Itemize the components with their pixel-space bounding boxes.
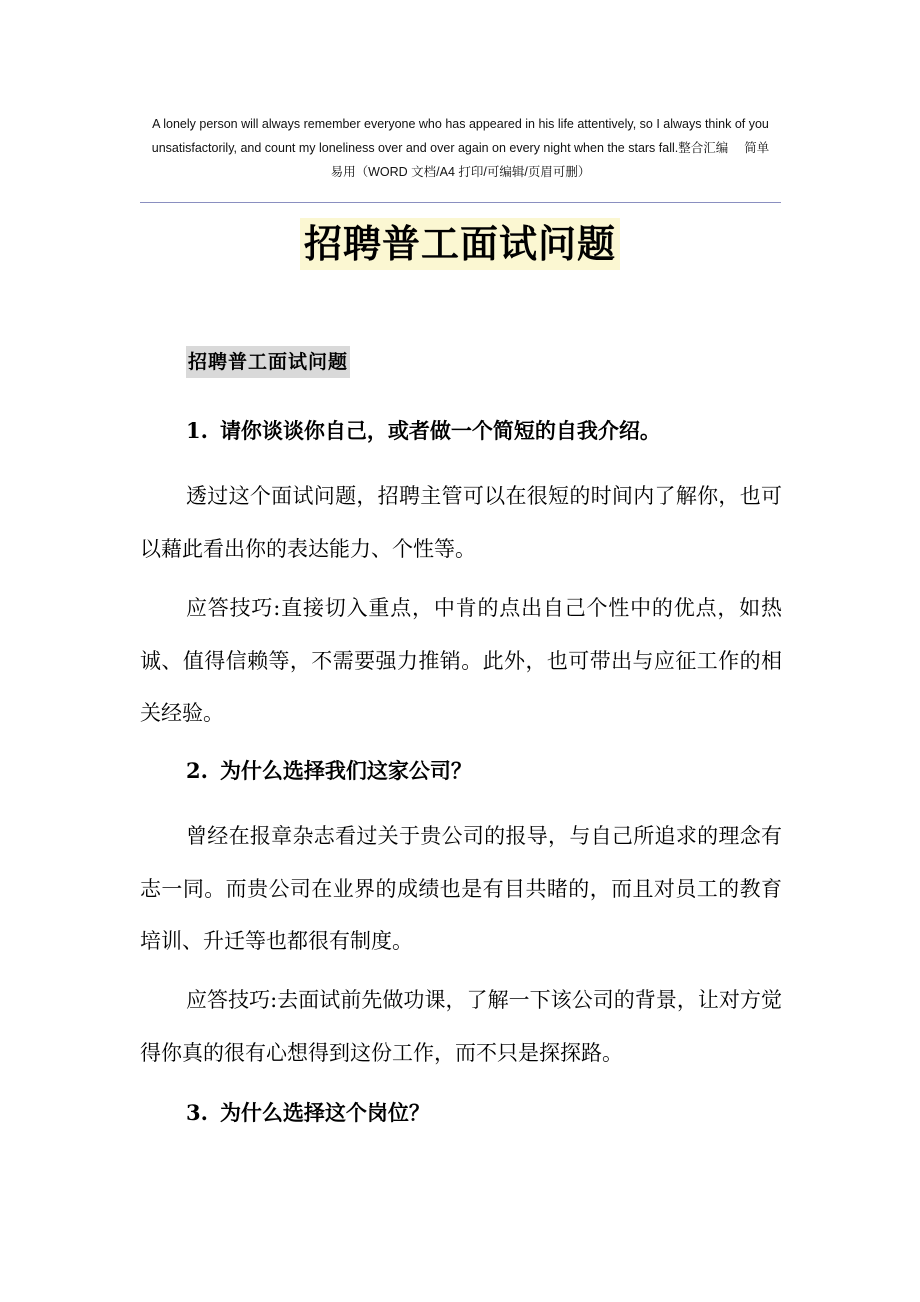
header-line-3: 易用（WORD 文档/A4 打印/可编辑/页眉可删） xyxy=(330,165,591,179)
header-line-1: A lonely person will always remember everyone who has appeared in his life attentively, so I always think of you xyxy=(152,117,769,131)
question-number: 1. xyxy=(186,418,208,443)
header-divider xyxy=(140,202,781,203)
question-1 xyxy=(186,416,661,446)
answer-tip-paragraph: 应答技巧:去面试前先做功课，了解一下该公司的背景，让对方觉得你真的很有心想得到这份工作，而不只是探探路。 xyxy=(140,988,782,1065)
question-text: 为什么选择这个岗位？ xyxy=(219,1100,430,1125)
question-text: 请你谈谈你自己，或者做一个简短的自我介绍。 xyxy=(219,418,661,443)
answer-paragraph: 透过这个面试问题，招聘主管可以在很短的时间内了解你，也可以藉此看出你的表达能力、个性等。 xyxy=(140,484,782,561)
question-text: 为什么选择我们这家公司？ xyxy=(219,758,472,783)
answer-tip-paragraph: 应答技巧:直接切入重点，中肯的点出自己个性中的优点，如热诚、值得信赖等，不需要强力推销。此外，也可带出与应征工作的相关经验。 xyxy=(140,596,782,725)
answer-paragraph: 曾经在报章杂志看过关于贵公司的报导，与自己所追求的理念有志一同。而贵公司在业界的成绩也是有目共睹的，而且对员工的教育培训、升迁等也都很有制度。 xyxy=(140,824,782,953)
question-number: 3. xyxy=(186,1100,208,1125)
question-3 xyxy=(186,1098,430,1128)
question-number: 2. xyxy=(186,758,208,783)
page-header xyxy=(140,112,781,184)
section-heading: 招聘普工面试问题 xyxy=(186,346,350,378)
document-title: 招聘普工面试问题 xyxy=(300,218,620,270)
title-container xyxy=(0,218,920,270)
header-line-2: unsatisfactorily, and count my loneliness over and over again on every night when the stars fall.整合汇编 简单 xyxy=(151,141,770,155)
question-2 xyxy=(186,756,472,786)
